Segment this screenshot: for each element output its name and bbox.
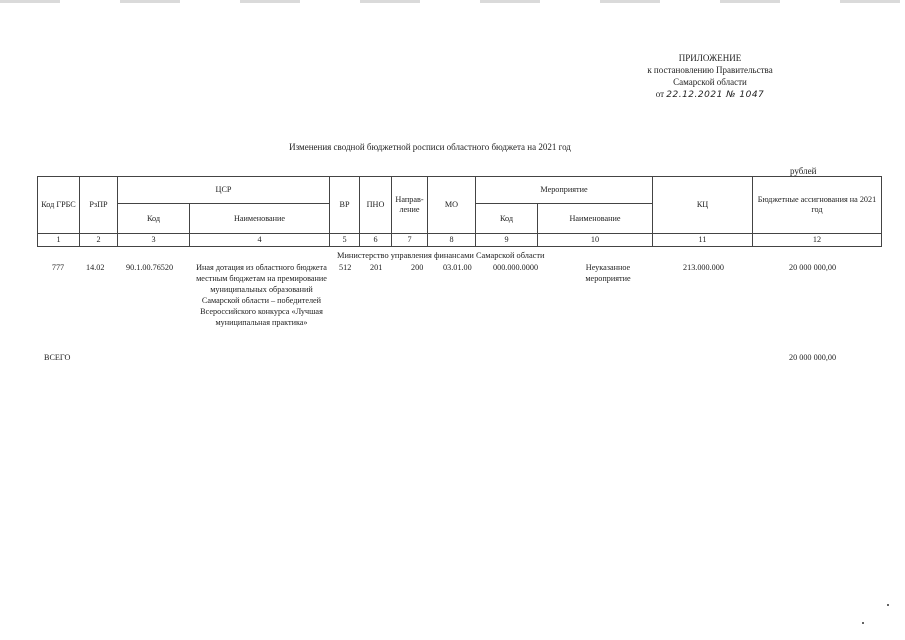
appendix-region-line: Самарской области xyxy=(673,77,747,87)
header-csr-name: Наименование xyxy=(190,204,330,234)
total-value: 20 000 000,00 xyxy=(789,353,837,362)
row-event-code: 000.000.0000 xyxy=(493,263,539,272)
row-alloc: 20 000 000,00 xyxy=(789,263,837,272)
appendix-date-handwritten: 22.12.2021 № 1047 xyxy=(666,90,765,100)
col-number: 11 xyxy=(653,234,753,247)
appendix-date-prefix: от xyxy=(655,89,665,99)
appendix-decree-line: к постановлению Правительства xyxy=(647,65,773,75)
header-pno: ПНО xyxy=(360,177,392,234)
col-number: 4 xyxy=(190,234,330,247)
row-event-name: Неуказанное мероприятие xyxy=(585,263,631,283)
row-rzpr: 14.02 xyxy=(86,263,105,272)
col-number: 7 xyxy=(392,234,428,247)
row-csr-name: Иная дотация из областного бюджета местным бюджетам на премирование муниципальных образований Самарской области – победителей Всероссийского конкурса «Лучшая муниципальная практика» xyxy=(196,263,327,327)
appendix-date-line xyxy=(600,88,820,101)
col-number: 6 xyxy=(360,234,392,247)
header-alloc: Бюджетные ассигнования на 2021 год xyxy=(753,177,882,234)
appendix-header xyxy=(600,52,820,101)
row-csr-code: 90.1.00.76520 xyxy=(126,263,174,272)
col-number: 1 xyxy=(38,234,80,247)
header-vr: ВР xyxy=(330,177,360,234)
col-number: 12 xyxy=(753,234,882,247)
row-direction: 200 xyxy=(411,263,424,272)
appendix-title: ПРИЛОЖЕНИЕ xyxy=(678,53,742,63)
header-kc: КЦ xyxy=(653,177,753,234)
col-number: 9 xyxy=(476,234,538,247)
row-vr: 512 xyxy=(339,263,352,272)
col-number: 2 xyxy=(80,234,118,247)
row-kc: 213.000.000 xyxy=(683,263,724,272)
scan-edge-artifact xyxy=(0,0,905,3)
header-event: Мероприятие xyxy=(476,177,653,204)
header-event-code: Код xyxy=(476,204,538,234)
header-csr: ЦСР xyxy=(118,177,330,204)
row-grbs: 777 xyxy=(51,263,65,272)
document-title: Изменения сводной бюджетной росписи областного бюджета на 2021 год xyxy=(289,142,571,152)
header-grbs: Код ГРБС xyxy=(38,177,80,234)
header-mo: МО xyxy=(428,177,476,234)
col-number: 8 xyxy=(428,234,476,247)
total-label: ВСЕГО xyxy=(44,353,71,362)
budget-table xyxy=(37,176,882,247)
ministry-row-label: Министерство управления финансами Самарской области xyxy=(337,251,545,260)
header-rzpr: РзПР xyxy=(80,177,118,234)
units-label: рублей xyxy=(790,166,817,176)
header-csr-code: Код xyxy=(118,204,190,234)
col-number: 5 xyxy=(330,234,360,247)
header-direction: Направ-ление xyxy=(392,177,428,234)
header-event-name: Наименование xyxy=(538,204,653,234)
col-number: 3 xyxy=(118,234,190,247)
col-number: 10 xyxy=(538,234,653,247)
row-pno: 201 xyxy=(370,263,383,272)
row-mo: 03.01.00 xyxy=(443,263,472,272)
scan-speck xyxy=(887,604,889,606)
scan-speck xyxy=(862,622,864,624)
